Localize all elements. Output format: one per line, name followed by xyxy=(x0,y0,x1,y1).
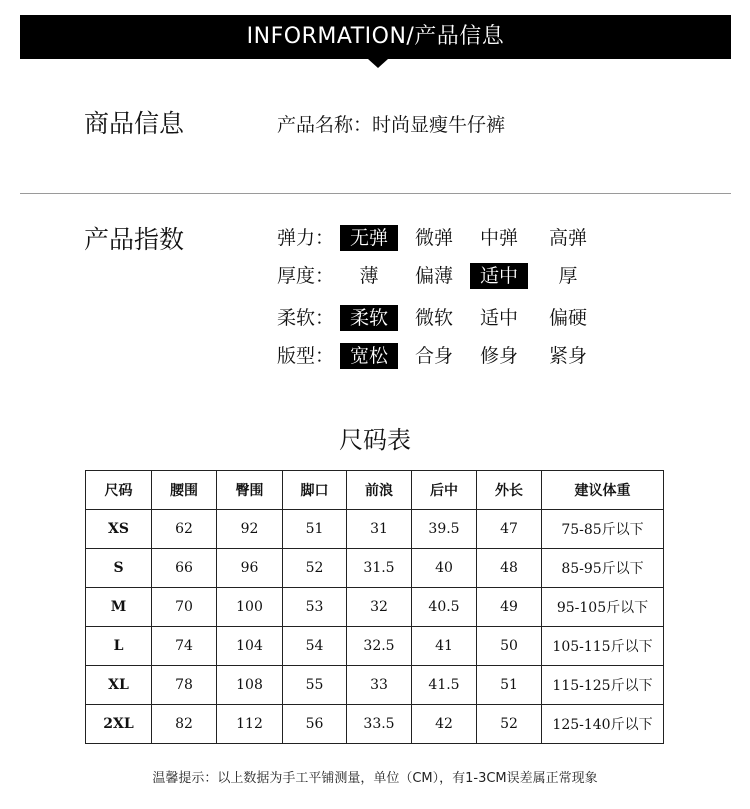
table-cell: 49 xyxy=(477,588,542,627)
banner-title: INFORMATION/产品信息 xyxy=(246,24,505,49)
index-label: 厚度： xyxy=(277,265,335,287)
table-cell: 96 xyxy=(217,549,283,588)
index-option: 紧身 xyxy=(548,345,587,367)
table-row xyxy=(86,549,664,588)
table-header-cell: 腰围 xyxy=(152,471,217,510)
index-option: 修身 xyxy=(479,345,518,367)
table-cell: 53 xyxy=(283,588,347,627)
table-cell: 100 xyxy=(217,588,283,627)
table-cell: 32.5 xyxy=(347,627,412,666)
information-banner xyxy=(20,15,731,59)
table-header-cell: 外长 xyxy=(477,471,542,510)
table-cell: 92 xyxy=(217,510,283,549)
table-cell: 70 xyxy=(152,588,217,627)
index-option: 柔软 xyxy=(340,305,398,331)
table-cell: 85-95斤以下 xyxy=(542,549,664,588)
table-cell: 31.5 xyxy=(347,549,412,588)
table-cell: 51 xyxy=(477,666,542,705)
table-cell: 82 xyxy=(152,705,217,744)
table-header-cell: 脚口 xyxy=(283,471,347,510)
index-label: 柔软： xyxy=(277,307,335,329)
table-cell: 74 xyxy=(152,627,217,666)
table-cell: 104 xyxy=(217,627,283,666)
table-cell: 40 xyxy=(412,549,477,588)
table-row xyxy=(86,588,664,627)
index-option: 偏薄 xyxy=(414,265,453,287)
table-cell: 115-125斤以下 xyxy=(542,666,664,705)
index-option: 微软 xyxy=(414,307,453,329)
table-cell: 39.5 xyxy=(412,510,477,549)
product-name: 产品名称：时尚显瘦牛仔裤 xyxy=(277,114,506,136)
table-cell: 108 xyxy=(217,666,283,705)
index-option: 高弹 xyxy=(548,227,587,249)
table-cell: 33.5 xyxy=(347,705,412,744)
table-header-cell: 臀围 xyxy=(217,471,283,510)
size-cell: M xyxy=(86,588,152,627)
index-label: 弹力： xyxy=(277,227,335,249)
section-divider xyxy=(20,193,731,194)
table-cell: 32 xyxy=(347,588,412,627)
index-option: 中弹 xyxy=(479,227,518,249)
size-cell: XL xyxy=(86,666,152,705)
size-cell: S xyxy=(86,549,152,588)
table-header-cell: 前浪 xyxy=(347,471,412,510)
table-cell: 54 xyxy=(283,627,347,666)
table-header-cell: 建议体重 xyxy=(542,471,664,510)
table-cell: 105-115斤以下 xyxy=(542,627,664,666)
table-cell: 55 xyxy=(283,666,347,705)
index-option: 合身 xyxy=(414,345,453,367)
table-cell: 33 xyxy=(347,666,412,705)
table-row xyxy=(86,627,664,666)
table-cell: 42 xyxy=(412,705,477,744)
index-option: 薄 xyxy=(359,265,379,287)
table-cell: 66 xyxy=(152,549,217,588)
table-cell: 41 xyxy=(412,627,477,666)
index-option: 宽松 xyxy=(340,343,398,369)
table-cell: 95-105斤以下 xyxy=(542,588,664,627)
table-cell: 56 xyxy=(283,705,347,744)
product-index-heading: 产品指数 xyxy=(84,225,185,254)
banner-arrow xyxy=(368,59,388,68)
index-label: 版型： xyxy=(277,345,335,367)
table-header-cell: 后中 xyxy=(412,471,477,510)
table-row xyxy=(86,666,664,705)
table-cell: 31 xyxy=(347,510,412,549)
index-option: 无弹 xyxy=(340,225,398,251)
footnote: 温馨提示：以上数据为手工平铺测量，单位（CM），有1-3CM误差属正常现象 xyxy=(152,771,598,786)
index-option: 适中 xyxy=(470,263,528,289)
table-cell: 62 xyxy=(152,510,217,549)
table-cell: 52 xyxy=(477,705,542,744)
table-cell: 40.5 xyxy=(412,588,477,627)
table-cell: 112 xyxy=(217,705,283,744)
table-cell: 52 xyxy=(283,549,347,588)
table-cell: 125-140斤以下 xyxy=(542,705,664,744)
table-header-cell: 尺码 xyxy=(86,471,152,510)
size-cell: 2XL xyxy=(86,705,152,744)
table-cell: 75-85斤以下 xyxy=(542,510,664,549)
table-cell: 41.5 xyxy=(412,666,477,705)
table-cell: 51 xyxy=(283,510,347,549)
table-row xyxy=(86,510,664,549)
index-option: 适中 xyxy=(479,307,518,329)
table-cell: 78 xyxy=(152,666,217,705)
size-table xyxy=(85,470,664,744)
index-option: 微弹 xyxy=(414,227,453,249)
table-cell: 48 xyxy=(477,549,542,588)
index-option: 偏硬 xyxy=(548,307,587,329)
table-row xyxy=(86,705,664,744)
table-header-row xyxy=(86,471,664,510)
product-info-heading: 商品信息 xyxy=(84,109,185,138)
size-cell: XS xyxy=(86,510,152,549)
index-option: 厚 xyxy=(558,265,578,287)
size-cell: L xyxy=(86,627,152,666)
size-table-title: 尺码表 xyxy=(339,426,411,454)
table-cell: 47 xyxy=(477,510,542,549)
table-cell: 50 xyxy=(477,627,542,666)
